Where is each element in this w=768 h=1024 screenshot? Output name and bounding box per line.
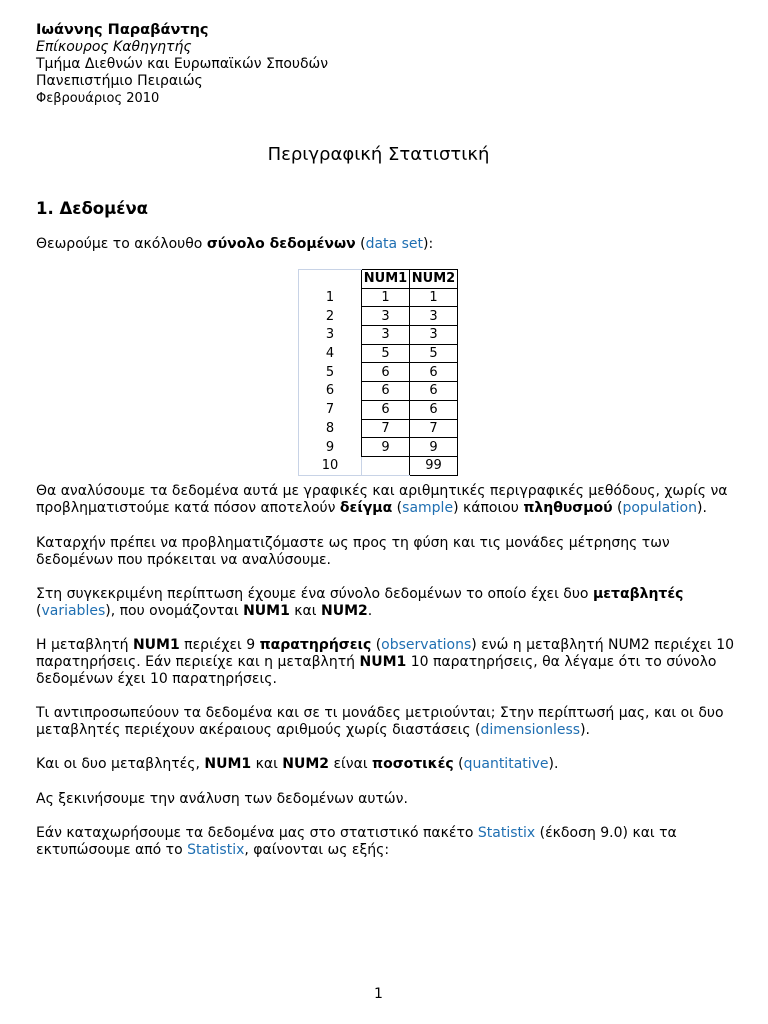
table-header-cell: NUM2 xyxy=(410,270,458,289)
paragraph-nature: Καταρχήν πρέπει να προβληματιζόμαστε ως προς τη φύση και τις μονάδες μέτρησης των δεδομένων που πρόκειται να αναλύσουμε. xyxy=(36,535,670,568)
table-row xyxy=(299,456,458,475)
table-header-cell: NUM1 xyxy=(362,270,410,289)
table-cell: 3 xyxy=(410,307,458,326)
table-cell: 3 xyxy=(362,326,410,345)
table-cell: 3 xyxy=(362,307,410,326)
table-cell: 3 xyxy=(299,326,362,345)
table-cell: 3 xyxy=(410,326,458,345)
table-cell: 1 xyxy=(362,288,410,307)
data-table xyxy=(298,269,458,476)
paragraph-variables: Στη συγκεκριμένη περίπτωση έχουμε ένα σύνολο δεδομένων το οποίο έχει δυο μεταβλητές (variables), που ονομάζονται NUM1 και NUM2. xyxy=(36,586,684,619)
author-role: Επίκουρος Καθηγητής xyxy=(36,39,192,55)
table-row xyxy=(299,419,458,438)
table-header-row xyxy=(299,270,458,289)
table-cell: 5 xyxy=(299,363,362,382)
table-row xyxy=(299,288,458,307)
table-row xyxy=(299,363,458,382)
table-cell: 10 xyxy=(299,456,362,475)
table-cell: 5 xyxy=(410,344,458,363)
table-cell: 6 xyxy=(362,400,410,419)
table-header-cell xyxy=(299,270,362,289)
table-cell: 6 xyxy=(410,363,458,382)
table-cell: 9 xyxy=(410,438,458,457)
table-row xyxy=(299,438,458,457)
document-date: Φεβρουάριος 2010 xyxy=(36,91,160,106)
table-cell: 6 xyxy=(299,382,362,401)
table-cell: 7 xyxy=(299,400,362,419)
paragraph-observations: Η μεταβλητή NUM1 περιέχει 9 παρατηρήσεις (observations) ενώ η μεταβλητή NUM2 περιέχει 10 παρατηρήσεις. Εάν περιείχε και η μεταβλητή NUM1 10 παρατηρήσεις, θα λέγαμε ότι το σύνολο δεδομένων έχει 10 παρατηρήσεις. xyxy=(36,637,735,687)
paragraph-statistix: Εάν καταχωρήσουμε τα δεδομένα μας στο στατιστικό πακέτο Statistix (έκδοση 9.0) και τα εκτυπώσουμε από το Statistix, φαίνονται ως εξής: xyxy=(36,825,677,858)
author-university: Πανεπιστήμιο Πειραιώς xyxy=(36,73,203,89)
table-cell: 1 xyxy=(299,288,362,307)
table-cell: 6 xyxy=(410,382,458,401)
document-title: Περιγραφική Στατιστική xyxy=(267,144,490,165)
table-cell: 9 xyxy=(299,438,362,457)
paragraph-analysis: Θα αναλύσουμε τα δεδομένα αυτά με γραφικές και αριθμητικές περιγραφικές μεθόδους, χωρίς να προβληματιστούμε κατά πόσον αποτελούν δείγμα (sample) κάποιου πληθυσμού (population). xyxy=(36,483,728,516)
author-name: Ιωάννης Παραβάντης xyxy=(36,22,209,38)
table-cell: 7 xyxy=(410,419,458,438)
author-department: Τμήμα Διεθνών και Ευρωπαϊκών Σπουδών xyxy=(36,56,329,72)
section-heading: 1. Δεδομένα xyxy=(36,199,149,218)
table-row xyxy=(299,307,458,326)
table-cell: 1 xyxy=(410,288,458,307)
table-row xyxy=(299,326,458,345)
table-row xyxy=(299,382,458,401)
page-number: 1 xyxy=(374,986,383,1002)
table-cell: 99 xyxy=(410,456,458,475)
paragraph-intro: Θεωρούμε το ακόλουθο σύνολο δεδομένων (data set): xyxy=(36,236,434,252)
table-cell: 6 xyxy=(362,363,410,382)
table-cell: 6 xyxy=(410,400,458,419)
table-cell xyxy=(362,456,410,475)
author-block xyxy=(36,22,328,107)
table-cell: 5 xyxy=(362,344,410,363)
table-row xyxy=(299,344,458,363)
table-cell: 7 xyxy=(362,419,410,438)
table-cell: 9 xyxy=(362,438,410,457)
table-row xyxy=(299,400,458,419)
paragraph-quantitative: Και οι δυο μεταβλητές, NUM1 και NUM2 είναι ποσοτικές (quantitative). xyxy=(36,756,559,772)
paragraph-units: Τι αντιπροσωπεύουν τα δεδομένα και σε τι μονάδες μετριούνται; Στην περίπτωσή μας, και οι δυο μεταβλητές περιέχουν ακέραιους αριθμούς χωρίς διαστάσεις (dimensionless). xyxy=(36,705,724,738)
table-cell: 8 xyxy=(299,419,362,438)
table-cell: 4 xyxy=(299,344,362,363)
paragraph-start: Ας ξεκινήσουμε την ανάλυση των δεδομένων αυτών. xyxy=(36,791,408,807)
table-cell: 2 xyxy=(299,307,362,326)
table-cell: 6 xyxy=(362,382,410,401)
